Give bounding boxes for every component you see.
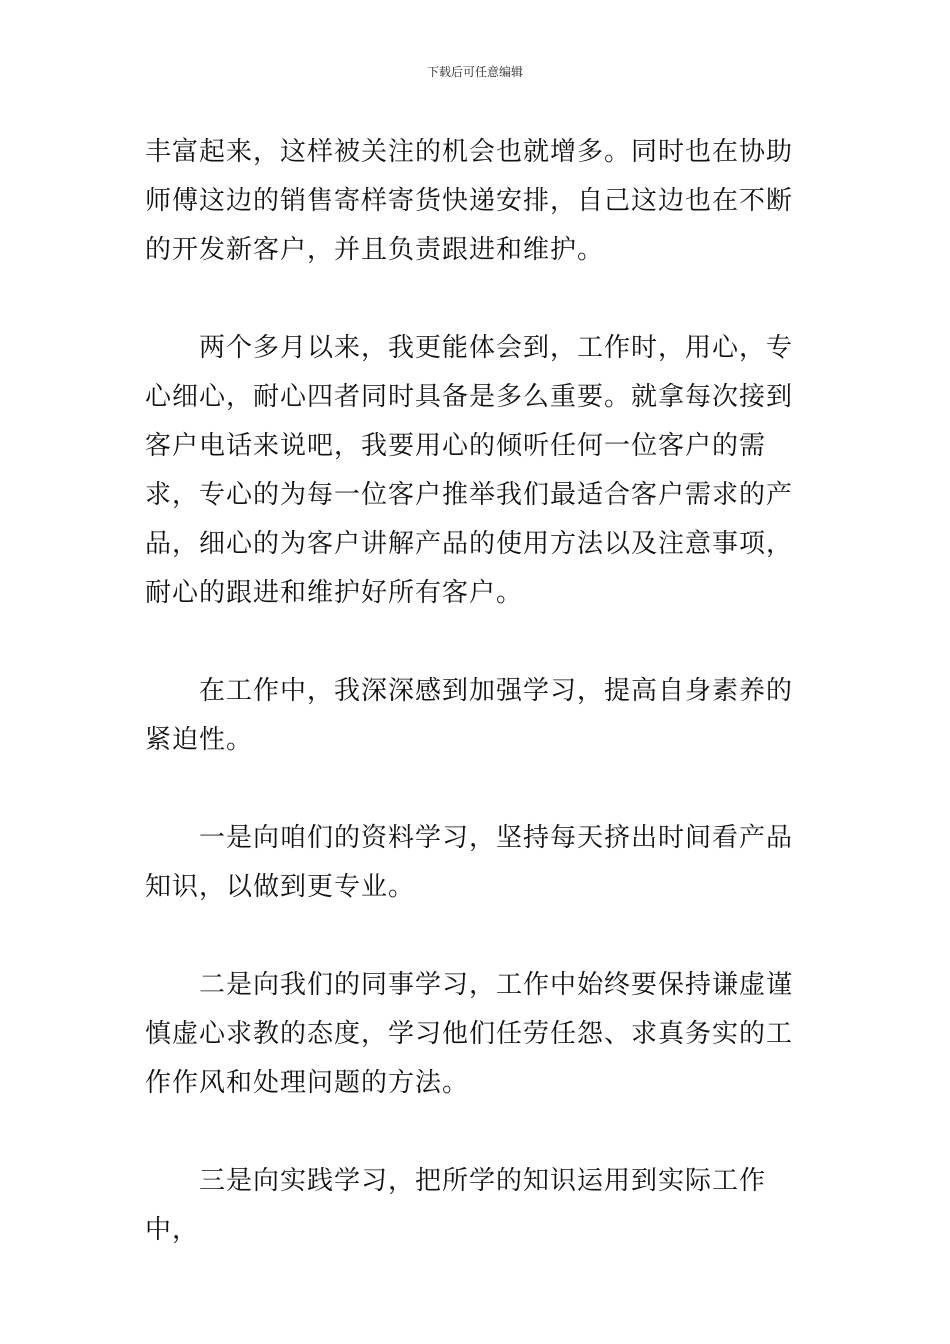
paragraph-gap: [145, 275, 810, 324]
paragraph-4: 一是向咱们的资料学习，坚持每天挤出时间看产品知识，以做到更专业。: [145, 823, 794, 902]
paragraph-3: 在工作中，我深深感到加强学习，提高自身素养的紧迫性。: [145, 676, 794, 755]
paragraph-2: 两个多月以来，我更能体会到，工作时，用心，专心细心，耐心四者同时具备是多么重要。就拿每次接到客户电话来说吧，我要用心的倾听任何一位客户的需求，专心的为每一位客户推举我们最适合客户需求的产品，细心的为客户讲解产品的使用方法以及注意事项，耐心的跟进和维护好所有客户。: [145, 333, 794, 608]
paragraph-1: 丰富起来，这样被关注的机会也就增多。同时也在协助师傅这边的销售寄样寄货快递安排，自己这边也在不断的开发新客户，并且负责跟进和维护。: [145, 137, 794, 265]
paragraph-gap: [145, 912, 810, 961]
paragraph-gap: [145, 765, 810, 814]
paragraph-6: 三是向实践学习，把所学的知识运用到实际工作中，: [145, 1166, 767, 1245]
paragraph-gap: [145, 1108, 810, 1157]
paragraph-gap: [145, 618, 810, 667]
page-header: 下载后可任意编辑: [426, 65, 523, 79]
paragraph-5: 二是向我们的同事学习，工作中始终要保持谦虚谨慎虚心求教的态度，学习他们任劳任怨、求真务实的工作作风和处理问题的方法。: [145, 970, 794, 1098]
document-body: [145, 128, 810, 1255]
